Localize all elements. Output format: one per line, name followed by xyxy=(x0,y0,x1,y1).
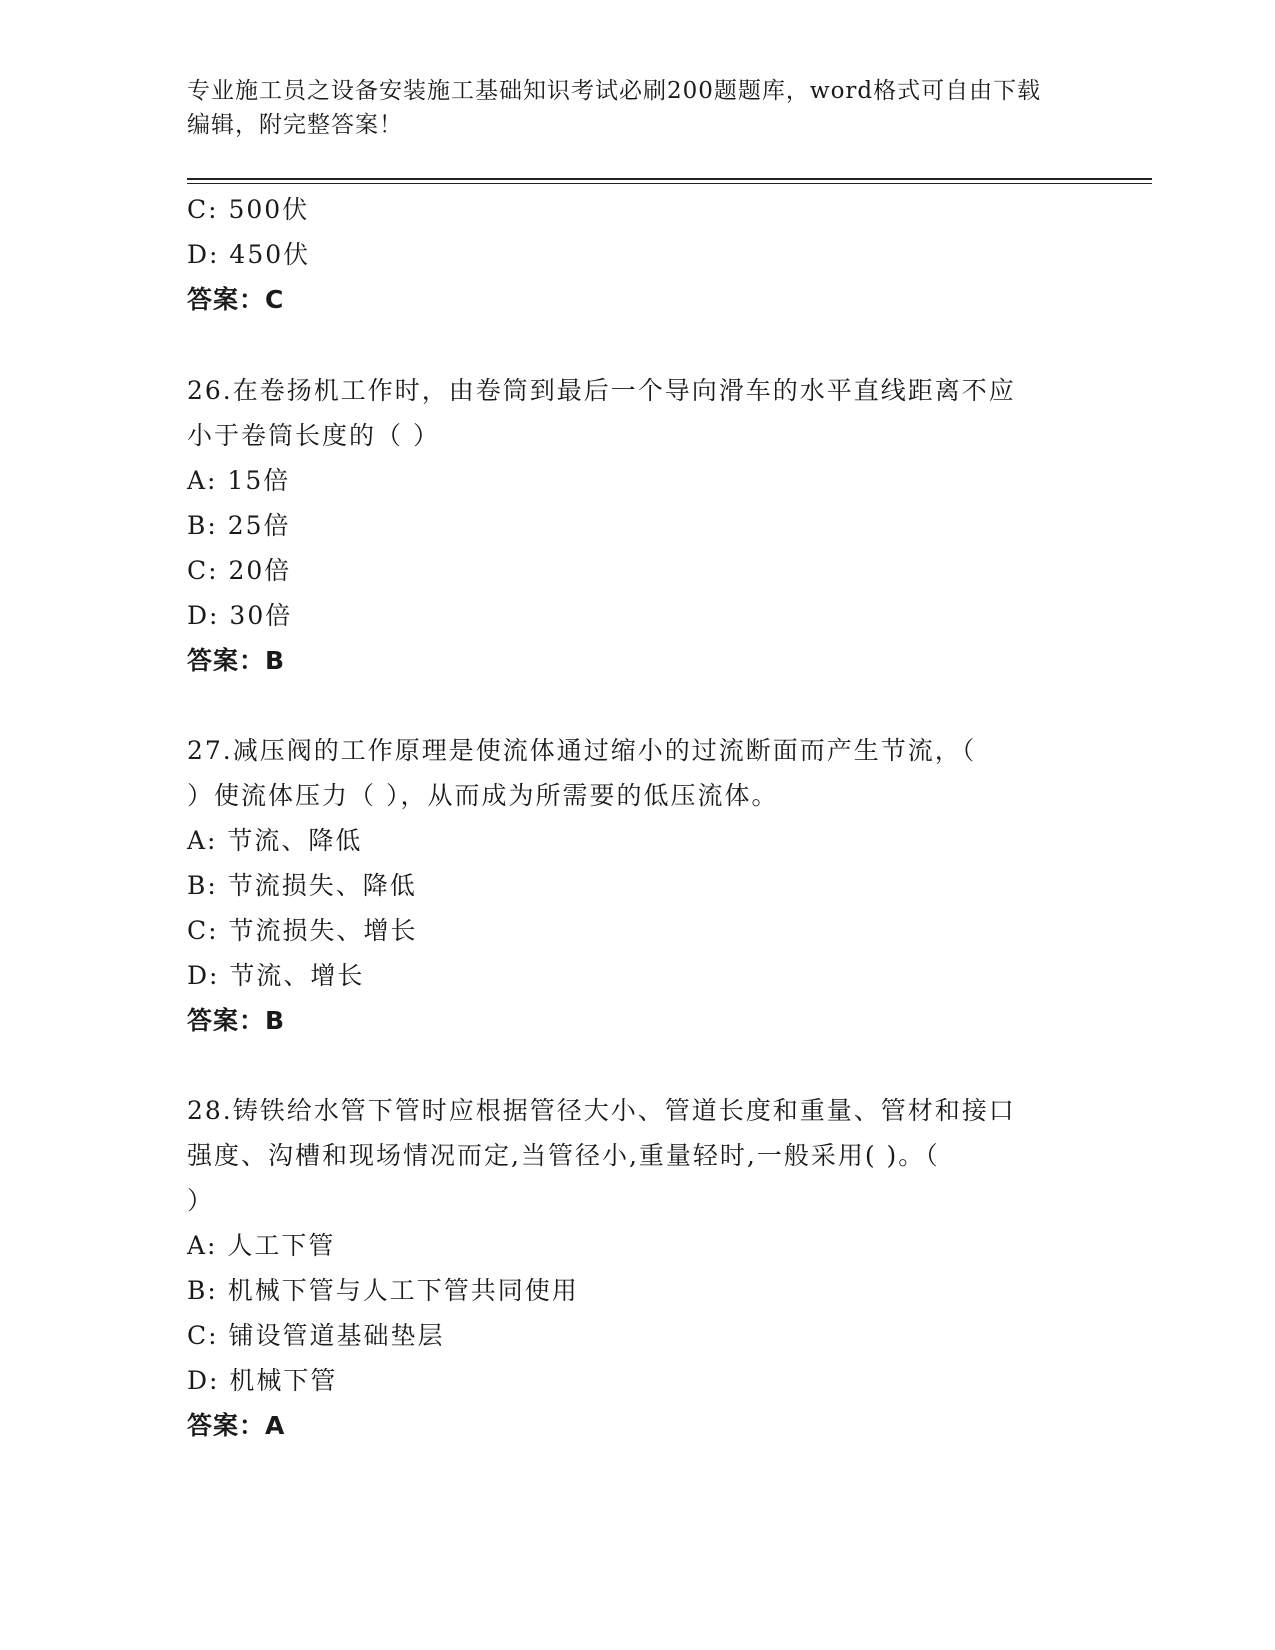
q27-option-b: B: 节流损失、降低 xyxy=(187,871,417,900)
q28-option-d: D: 机械下管 xyxy=(187,1366,338,1395)
q27-option-c: C: 节流损失、增长 xyxy=(187,916,418,945)
header-title-line-2: 编辑，附完整答案！ xyxy=(187,112,403,138)
q28-option-b: B: 机械下管与人工下管共同使用 xyxy=(187,1276,579,1305)
header-divider-thick xyxy=(187,178,1152,180)
q27-answer: 答案：B xyxy=(187,1006,286,1035)
q26-text-line-1: 26.在卷扬机工作时，由卷筒到最后一个导向滑车的水平直线距离不应 xyxy=(187,376,1016,405)
q28-option-a: A: 人工下管 xyxy=(187,1231,336,1260)
document-header xyxy=(187,74,1087,142)
prev-answer: 答案：C xyxy=(187,285,285,314)
q26-option-b: B: 25倍 xyxy=(187,511,291,540)
header-title-line-1: 专业施工员之设备安装施工基础知识考试必刷200题题库，word格式可自由下载 xyxy=(187,78,1042,104)
q27-text-line-2: ）使流体压力（ ），从而成为所需要的低压流体。 xyxy=(187,781,779,810)
q26-option-d: D: 30倍 xyxy=(187,601,293,630)
q27-option-a: A: 节流、降低 xyxy=(187,826,363,855)
q27-text-line-1: 27.减压阀的工作原理是使流体通过缩小的过流断面而产生节流，（ xyxy=(187,736,977,765)
prev-option-d: D: 450伏 xyxy=(187,240,311,269)
q26-option-c: C: 20倍 xyxy=(187,556,292,585)
q28-text-line-3: ） xyxy=(187,1186,215,1215)
q28-option-c: C: 铺设管道基础垫层 xyxy=(187,1321,445,1350)
q28-text-line-2: 强度、沟槽和现场情况而定,当管径小,重量轻时,一般采用( )。（ xyxy=(187,1141,940,1170)
q26-option-a: A: 15倍 xyxy=(187,466,291,495)
q28-text-line-1: 28.铸铁给水管下管时应根据管径大小、管道长度和重量、管材和接口 xyxy=(187,1096,1016,1125)
header-divider-thin xyxy=(187,183,1152,184)
q28-answer: 答案：A xyxy=(187,1411,286,1440)
q26-answer: 答案：B xyxy=(187,646,286,675)
q26-text-line-2: 小于卷筒长度的（ ） xyxy=(187,421,440,450)
prev-option-c: C: 500伏 xyxy=(187,195,310,224)
q27-option-d: D: 节流、增长 xyxy=(187,961,365,990)
